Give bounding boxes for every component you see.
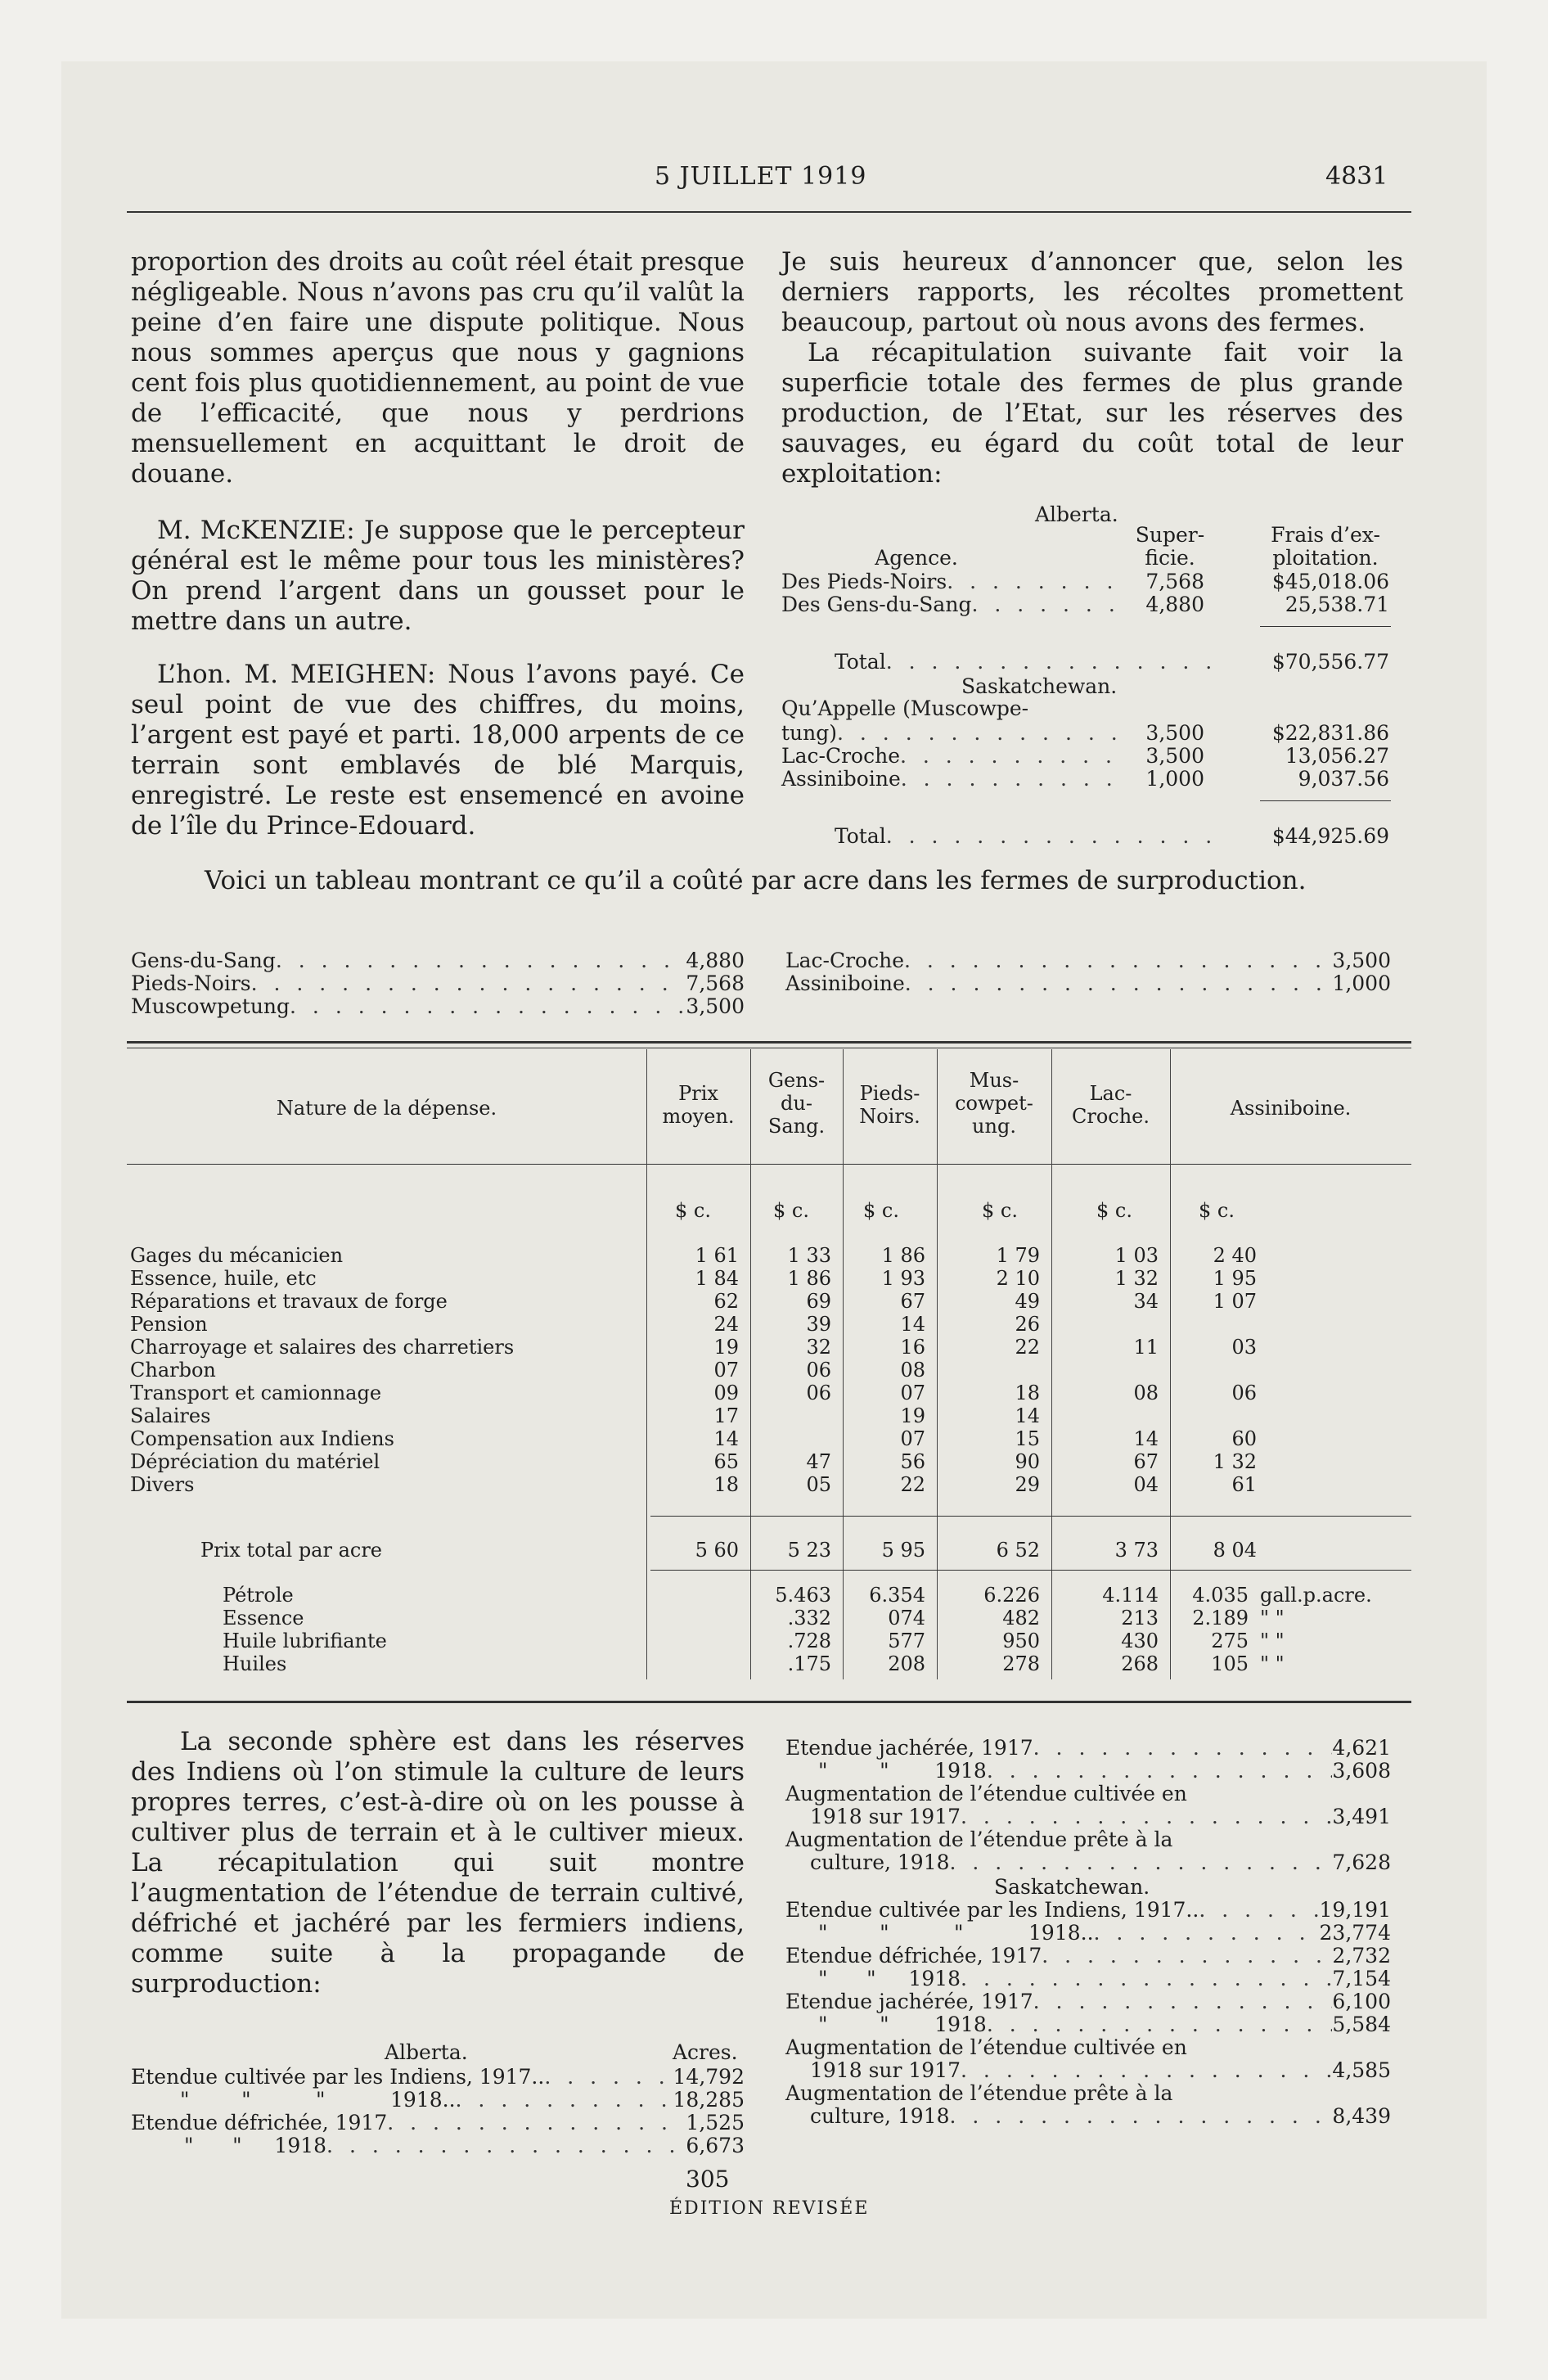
header-lac: Lac- Croche. bbox=[1071, 1082, 1150, 1128]
farm-cost: 9,037.56 bbox=[1298, 767, 1389, 791]
list-item: Augmentation de l’étendue cultivée en bbox=[785, 2035, 1187, 2059]
list-item: Etendue cultivée par les Indiens, 1917.. . . . 19,191 bbox=[785, 1899, 1391, 1922]
table-top-rule bbox=[127, 1041, 1411, 1044]
unit-label: $ c. bbox=[1096, 1199, 1132, 1222]
list-item: Augmentation de l’étendue prête à la bbox=[785, 2081, 1173, 2105]
edition-label: ÉDITION REVISÉE bbox=[669, 2198, 870, 2219]
farm-row: Assiniboine . . . bbox=[781, 768, 1125, 791]
list-item: " " 1918 . . . 5,584 bbox=[785, 2013, 1391, 2036]
total-table bbox=[128, 1539, 1268, 1562]
table-row: Dépréciation du matériel 65 47 56 90 67 1 32 bbox=[130, 1450, 1257, 1473]
table-row: Charbon 07 06 08 bbox=[130, 1359, 925, 1382]
paragraph: L’hon. M. MEIGHEN: Nous l’avons payé. Ce seul point de vue des chiffres, du moins, l’argent est payé et parti. 18,000 arpents de ce terrain sont emblavés de blé Marquis, enregistré. Le reste est ensemencé en avoine de l’île du Prince-Edouard. bbox=[131, 660, 745, 841]
list-item: Etendue jachérée, 1917 . . . 6,100 bbox=[785, 1990, 1391, 2013]
list-item: " " 1918 . . . 3,608 bbox=[785, 1760, 1391, 1783]
table-bottom-rule bbox=[127, 1701, 1411, 1703]
header-assin: Assiniboine. bbox=[1230, 1097, 1352, 1120]
header-gens: Gens- du- Sang. bbox=[767, 1069, 826, 1138]
header-mus: Mus- cowpet- ung. bbox=[955, 1069, 1033, 1138]
list-item: culture, 1918 . . . 7,628 bbox=[810, 1851, 1391, 1874]
table-row: Réparations et travaux de forge 62 69 67 49 34 1 07 bbox=[130, 1290, 1257, 1313]
farm-area: 7,568 bbox=[1145, 570, 1204, 593]
header-rule bbox=[127, 211, 1411, 213]
alberta-list-heading: Alberta. bbox=[385, 2040, 468, 2064]
farm-total-row: Total . . . bbox=[835, 651, 1211, 674]
acreage-row: Muscowpetung . . . 3,500 bbox=[131, 995, 745, 1018]
acreage-row: Lac-Croche . . . 3,500 bbox=[785, 949, 1391, 972]
farm-area: 4,880 bbox=[1145, 593, 1204, 616]
list-item: " " 1918 . . . 6,673 bbox=[131, 2134, 745, 2157]
farm-area: 3,500 bbox=[1145, 744, 1204, 768]
farm-row: Des Gens-du-Sang . . . bbox=[781, 593, 1125, 616]
unit-label: $ c. bbox=[1199, 1199, 1235, 1222]
sask-list-heading: Saskatchewan. bbox=[994, 1875, 1150, 1899]
rule bbox=[1260, 800, 1391, 801]
farm-area: 1,000 bbox=[1145, 767, 1204, 791]
acreage-row: Pieds-Noirs . . . 7,568 bbox=[131, 972, 745, 995]
table-row: Divers 18 05 22 29 04 61 bbox=[130, 1473, 1257, 1496]
rule bbox=[1260, 626, 1391, 627]
unit-label: $ c. bbox=[773, 1199, 809, 1222]
paragraph: proportion des droits au coût réel était presque négligeable. Nous n’avons pas cru qu’il valût la peine d’en faire une dispute politique. Nous nous sommes aperçus que nous y gagnions cent fois plus quotidiennement, au point de vue de l’efficacité, que nous y perdrions mensuellement en acquittant le droit de douane. bbox=[131, 247, 745, 489]
col-superficie: Super- ficie. bbox=[1135, 523, 1205, 570]
list-item: 1918 sur 1917 . . . 4,585 bbox=[810, 2059, 1391, 2082]
farm-total: $44,925.69 bbox=[1271, 824, 1389, 848]
list-item: " " " 1918.. . . . 18,285 bbox=[131, 2089, 745, 2112]
paragraph: La récapitulation suivante fait voir la superficie totale des fermes de plus grande production, de l’Etat, sur les réserves des sauvages, eu égard du coût total de leur exploitation: bbox=[781, 338, 1403, 489]
header-prix: Prix moyen. bbox=[662, 1082, 735, 1128]
fuel-row: Essence .332 074 482 213 2.189 " " bbox=[223, 1607, 1285, 1629]
unit-label: $ c. bbox=[982, 1199, 1018, 1222]
table-row: Transport et camionnage 09 06 07 18 08 06 bbox=[130, 1382, 1257, 1404]
acreage-row: Gens-du-Sang . . . 4,880 bbox=[131, 949, 745, 972]
list-item: " " " 1918.. . . . 23,774 bbox=[785, 1922, 1391, 1945]
folio: 305 bbox=[686, 2166, 730, 2193]
header-date: 5 JUILLET 1919 bbox=[655, 162, 867, 191]
lower-left-paragraph: La seconde sphère est dans les réserves des Indiens où l’on stimule la culture de leurs propres terres, c’est-à-dire où on les pousse à cultiver plus de terrain et à le cultiver mieux. La récapitulation qui suit montre l’augmentation de l’étendue de terrain cultivé, défriché et jachéré par les fermiers indiens, comme suite à la propagande de surproduction: bbox=[131, 1727, 745, 1999]
fuel-row: Pétrole 5.463 6.354 6.226 4.114 4.035 gall.p.acre. bbox=[223, 1584, 1372, 1607]
list-item: Etendue cultivée par les Indiens, 1917.. . . . 14,792 bbox=[131, 2066, 745, 2089]
cost-table bbox=[128, 1244, 1268, 1496]
list-item: Etendue défrichée, 1917 . . . 2,732 bbox=[785, 1945, 1391, 1968]
total-row: Prix total par acre 5 60 5 23 5 95 6 52 3 73 8 04 bbox=[200, 1539, 1257, 1562]
acres-heading: Acres. bbox=[673, 2040, 738, 2064]
table-row: Gages du mécanicien 1 61 1 33 1 86 1 79 1 03 2 40 bbox=[130, 1244, 1257, 1267]
farm-cost: 13,056.27 bbox=[1285, 744, 1389, 768]
sask-heading: Saskatchewan. bbox=[961, 674, 1118, 698]
farm-row: tung) . . . bbox=[781, 722, 1125, 745]
total-rule bbox=[650, 1516, 1411, 1517]
header-pieds: Pieds- Noirs. bbox=[859, 1082, 920, 1128]
list-item: Augmentation de l’étendue cultivée en bbox=[785, 1782, 1187, 1805]
alberta-heading: Alberta. bbox=[1035, 503, 1118, 526]
farm-cost: 25,538.71 bbox=[1285, 593, 1389, 616]
table-row: Charroyage et salaires des charretiers 19 32 16 22 11 03 bbox=[130, 1336, 1257, 1359]
list-item: " " 1918 . . . 7,154 bbox=[785, 1968, 1391, 1990]
farm-row: Des Pieds-Noirs . . . bbox=[781, 570, 1170, 593]
header-nature: Nature de la dépense. bbox=[276, 1097, 497, 1120]
list-item: 1918 sur 1917 . . . 3,491 bbox=[810, 1805, 1391, 1828]
farm-row: Lac-Croche . . . bbox=[781, 745, 1125, 768]
right-column-upper bbox=[781, 247, 1403, 489]
paragraph: M. McKENZIE: Je suppose que le percepteur général est le même pour tous les ministères? On prend l’argent dans un gousset pour le mettre dans un autre. bbox=[131, 516, 745, 636]
unit-label: $ c. bbox=[675, 1199, 711, 1222]
col-frais: Frais d’ex- ploitation. bbox=[1271, 523, 1380, 570]
farm-cost: $22,831.86 bbox=[1271, 721, 1389, 745]
table-row: Compensation aux Indiens 14 07 15 14 60 bbox=[130, 1427, 1257, 1450]
fuel-row: Huile lubrifiante .728 577 950 430 275 " " bbox=[223, 1629, 1285, 1652]
table-row: Essence, huile, etc 1 84 1 86 1 93 2 10 1 32 1 95 bbox=[130, 1267, 1257, 1290]
list-item: Etendue défrichée, 1917 . . . 1,525 bbox=[131, 2112, 745, 2134]
page-number: 4831 bbox=[1325, 162, 1388, 191]
col-agence: Agence. bbox=[875, 546, 958, 570]
unit-label: $ c. bbox=[863, 1199, 899, 1222]
table-row: Salaires 17 19 14 bbox=[130, 1404, 1040, 1427]
farm-total: $70,556.77 bbox=[1271, 650, 1389, 674]
farm-name: Qu’Appelle (Muscowpe- bbox=[781, 696, 1029, 720]
table-row: Pension 24 39 14 26 bbox=[130, 1313, 1040, 1336]
list-item: culture, 1918 . . . 8,439 bbox=[810, 2105, 1391, 2128]
fuel-row: Huiles .175 208 278 268 105 " " bbox=[223, 1652, 1285, 1675]
farm-total-row: Total . . . bbox=[835, 825, 1211, 848]
paragraph: Je suis heureux d’annoncer que, selon les derniers rapports, les récoltes promettent beaucoup, partout où nous avons des fermes. bbox=[781, 247, 1403, 337]
farm-area: 3,500 bbox=[1145, 721, 1204, 745]
fuel-table bbox=[128, 1584, 1375, 1675]
acreage-row: Assiniboine . . . 1,000 bbox=[785, 972, 1391, 995]
table-header-rule bbox=[127, 1164, 1411, 1165]
left-column-upper bbox=[131, 247, 745, 841]
total-rule bbox=[650, 1570, 1411, 1571]
list-item: Etendue jachérée, 1917 . . . 4,621 bbox=[785, 1737, 1391, 1760]
list-item: Augmentation de l’étendue prête à la bbox=[785, 1828, 1173, 1851]
intro-sentence: Voici un tableau montrant ce qu’il a coûté par acre dans les fermes de surproduction. bbox=[205, 866, 1307, 895]
farm-cost: $45,018.06 bbox=[1271, 570, 1389, 593]
